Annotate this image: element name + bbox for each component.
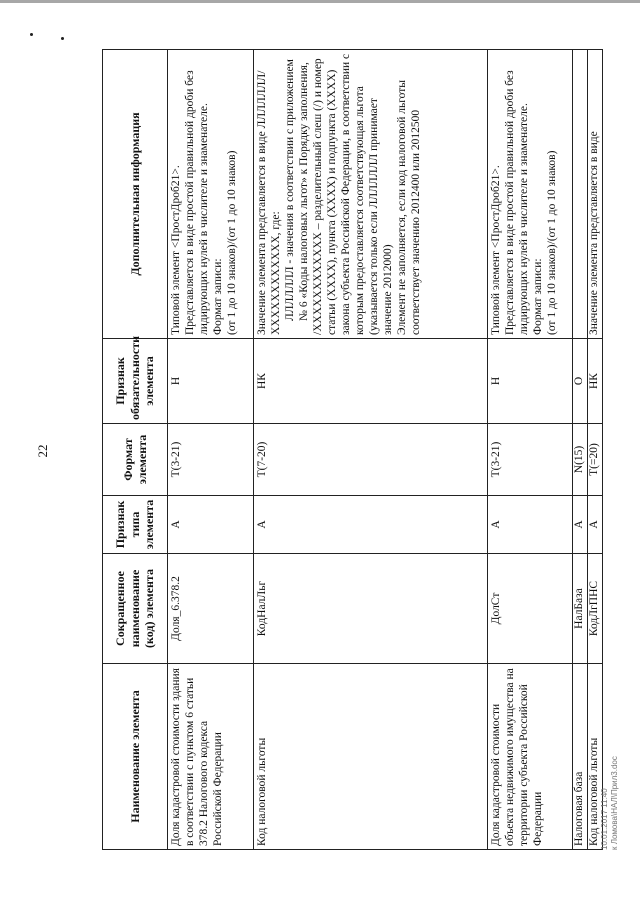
info-line: (от 1 до 10 знаков)/(от 1 до 10 знаков) (226, 150, 239, 335)
cell-format: T(=20) (588, 424, 603, 496)
header-name: Наименование элемента (103, 664, 168, 850)
cell-code: НалБаза (573, 554, 588, 664)
cell-info (168, 50, 254, 339)
cell-type: А (254, 496, 488, 554)
footer-line: 10.01.2017 11:40 (600, 788, 609, 850)
cell-info: Значение элемента представляется в виде (588, 50, 603, 339)
info-line: Типовой элемент <ПростДроб21>. (170, 165, 182, 335)
cell-required: НК (254, 339, 488, 424)
cell-code: КодНалЛьг (254, 554, 488, 664)
table-row (573, 50, 588, 850)
cell-code: ДолСт (488, 554, 573, 664)
cell-info (573, 50, 588, 339)
cell-required: НК (588, 339, 603, 424)
cell-format: T(3-21) (168, 424, 254, 496)
info-line: /ХХХХХХХХХХХХ – разделительный слеш (/) и номер статьи (ХХХХ), пункта (ХХХХ) и подпункта (ХХХХ) закона субъекта Российской Федерации, в соответствии с которым предоставляется соответствующая льгота (указывается только если ЛЛЛЛЛЛЛ принимает значение 2012000) (312, 53, 395, 335)
page-number: 22 (35, 444, 50, 458)
table-row (254, 50, 488, 850)
info-line: Представляется в виде простой правильной дроби без лидирующих нулей в числителе и знаменателе. (504, 70, 531, 335)
header-info: Дополнительная информация (103, 50, 168, 339)
cell-code: Доля_6.378.2 (168, 554, 254, 664)
cell-type: А (573, 496, 588, 554)
header-type: Признак типа элемента (103, 496, 168, 554)
table-row (168, 50, 254, 850)
elements-table (102, 49, 603, 850)
info-line: Элемент не заполняется, если код налоговой льготы соответствует значению 2012400 или 2012500 (396, 79, 423, 335)
cell-required: Н (168, 339, 254, 424)
scan-dot (30, 33, 33, 36)
rotated-table-container (102, 50, 600, 850)
info-line: (от 1 до 10 знаков)/(от 1 до 10 знаков) (546, 150, 559, 335)
info-line: Представляется в виде простой правильной дроби без лидирующих нулей в числителе и знаменателе. (184, 70, 211, 335)
header-required: Признак обязательности элемента (103, 339, 168, 424)
cell-format: T(3-21) (488, 424, 573, 496)
info-line: Формат записи: (212, 258, 225, 335)
cell-type: А (588, 496, 603, 554)
cell-name: Код налоговой льготы (588, 664, 603, 850)
cell-info (488, 50, 573, 339)
info-line: Типовой элемент <ПростДроб21>. (490, 165, 502, 335)
info-line: Значение элемента представляется в виде ЛЛЛЛЛЛЛ/ХХХХХХХХХХХХ, где: (256, 70, 283, 335)
table-header-row (103, 50, 168, 850)
cell-type: А (168, 496, 254, 554)
header-code: Сокращенное наименование (код) элемента (103, 554, 168, 664)
table-row (588, 50, 603, 850)
cell-required: О (573, 339, 588, 424)
footer-line: к Ломова\НАЛ\Прил3.doc (610, 756, 619, 850)
cell-required: Н (488, 339, 573, 424)
cell-name: Доля кадастровой стоимости здания в соответствии с пунктом 6 статьи 378.2 Налогового кодекса Российской Федерации (168, 664, 254, 850)
scan-dot (61, 37, 64, 40)
table-row (488, 50, 573, 850)
cell-format: T(7-20) (254, 424, 488, 496)
document-footer (600, 756, 620, 850)
cell-format: N(15) (573, 424, 588, 496)
cell-info (254, 50, 488, 339)
cell-code: КодЛгПНС (588, 554, 603, 664)
cell-name: Доля кадастровой стоимости объекта недвижимого имущества на территории субъекта Российской Федерации (488, 664, 573, 850)
cell-type: А (488, 496, 573, 554)
info-line: ЛЛЛЛЛЛЛ - значения в соответствии с приложением № 6 «Коды налоговых льгот» к Порядку заполнения, (284, 59, 311, 321)
cell-name: Код налоговой льготы (254, 664, 488, 850)
header-format: Формат элемента (103, 424, 168, 496)
info-line: Формат записи: (532, 258, 545, 335)
cell-name: Налоговая база (573, 664, 588, 850)
scan-edge-line (0, 0, 640, 3)
